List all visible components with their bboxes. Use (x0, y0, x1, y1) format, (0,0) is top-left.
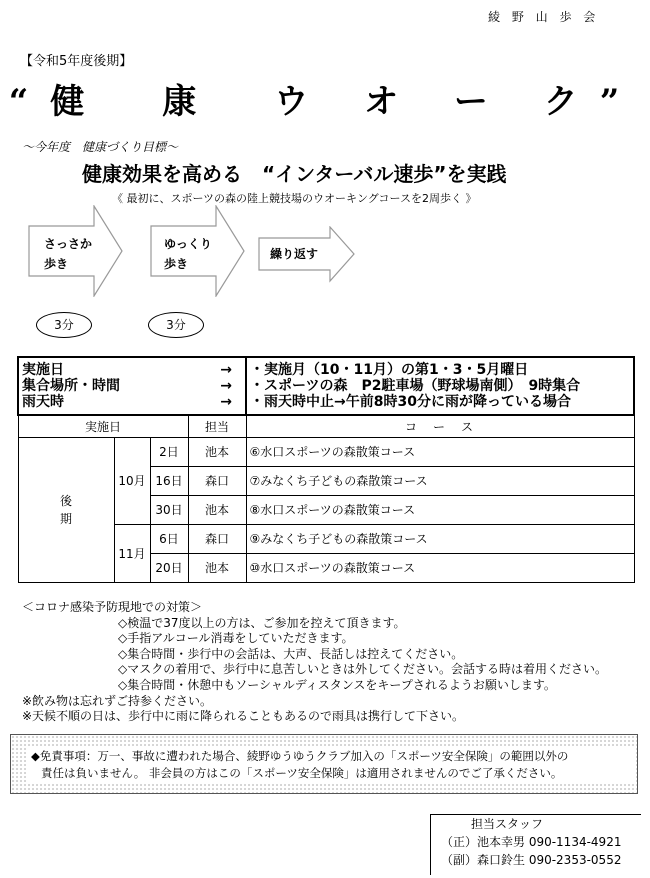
day-cell: 20日 (150, 553, 188, 582)
day-cell: 16日 (150, 466, 188, 495)
warmup-note: 《 最初に、スポーツの森の陸上競技場のウオーキングコースを2周歩く 》 (112, 192, 477, 205)
day-cell: 30日 (150, 495, 188, 524)
header-staff: 担当 (188, 415, 246, 437)
rain-value: ・雨天時中止→午前8時30分に雨が降っている場合 (250, 394, 571, 410)
staff-primary: （正）池本幸男 090-1134-4921 (441, 835, 622, 849)
staff-cell: 森口 (188, 466, 246, 495)
month-cell: 10月 (114, 437, 150, 524)
duration-fast-badge: 3分 (36, 312, 92, 338)
period-cell: 後 期 (18, 437, 114, 582)
rain-label: 雨天時 (22, 394, 64, 410)
staff-secondary: （副）森口鈴生 090-2353-0552 (441, 853, 622, 867)
precaution-item: ◇マスクの着用で、歩行中に息苦しいときは外してください。会話する時は着用ください。 (118, 662, 607, 677)
course-cell: ⑩水口スポーツの森散策コース (246, 553, 634, 582)
organization-name: 綾 野 山 歩 会 (488, 10, 600, 24)
info-labels (18, 357, 246, 415)
term-label: 【令和5年度後期】 (20, 54, 133, 69)
disclaimer-line: ◆免責事項：万一、事故に遭われた場合、綾野ゆうゆうクラブ加入の「スポーツ安全保険」の範囲以外の (31, 749, 569, 763)
day-cell: 6日 (150, 524, 188, 553)
disclaimer-box (10, 734, 638, 794)
staff-cell: 池本 (188, 553, 246, 582)
header-date: 実施日 (18, 415, 188, 437)
info-values (246, 357, 634, 415)
arrow-icon: → (220, 378, 232, 394)
header-course: コ ー ス (246, 415, 634, 437)
step-repeat-label: 繰り返す (270, 247, 319, 261)
month-cell: 11月 (114, 524, 150, 582)
precaution-note: ※飲み物は忘れずご持参ください。 (22, 693, 213, 708)
staff-contact (430, 814, 641, 875)
precautions-section (22, 600, 607, 725)
arrow-icon: → (220, 362, 232, 378)
disclaimer-text (27, 748, 635, 782)
precaution-item: ◇集合時間・歩行中の会話は、大声、長話しは控えてください。 (118, 646, 464, 661)
schedule-table (17, 356, 635, 583)
staff-cell: 池本 (188, 437, 246, 466)
course-cell: ⑨みなくち子どもの森散策コース (246, 524, 634, 553)
step-fast-label: さっさか 歩き (44, 237, 93, 271)
day-cell: 2日 (150, 437, 188, 466)
page-title: “健 康 ウ オ ー ク” (8, 82, 642, 122)
step-slow-label: ゆっくり 歩き (164, 237, 212, 271)
arrow-icon: → (220, 394, 232, 410)
precautions-title: ＜コロナ感染予防現地での対策＞ (22, 600, 203, 614)
course-cell: ⑦みなくち子どもの森散策コース (246, 466, 634, 495)
date-label: 実施日 (22, 362, 64, 378)
precaution-note: ※天候不順の日は、歩行中に雨に降られることもあるので雨具は携行して下さい。 (22, 709, 465, 724)
yearly-goal: ～今年度 健康づくり目標～ (22, 140, 179, 154)
subtitle: 健康効果を高める “インターバル速歩”を実践 (82, 162, 507, 186)
precaution-item: ◇検温で37度以上の方は、ご参加を控えて頂きます。 (118, 615, 406, 630)
staff-title: 担当スタッフ (471, 817, 544, 831)
staff-cell: 池本 (188, 495, 246, 524)
date-value: ・実施月（10・11月）の第1・3・5月曜日 (250, 362, 529, 378)
course-cell: ⑥水口スポーツの森散策コース (246, 437, 634, 466)
staff-cell: 森口 (188, 524, 246, 553)
course-cell: ⑧水口スポーツの森散策コース (246, 495, 634, 524)
duration-slow-badge: 3分 (148, 312, 204, 338)
precaution-item: ◇手指アルコール消毒をしていただきます。 (118, 631, 354, 646)
meeting-value: ・スポーツの森 P2駐車場（野球場南側） 9時集合 (250, 378, 581, 394)
disclaimer-line: 責任は負いません。 非会員の方はこの「スポーツ安全保険」は適用されませんのでご了承ください。 (41, 766, 563, 780)
meeting-label: 集合場所・時間 (22, 378, 120, 394)
precaution-item: ◇集合時間・休憩中もソーシャルディスタンスをキープされるようお願いします。 (118, 677, 556, 692)
